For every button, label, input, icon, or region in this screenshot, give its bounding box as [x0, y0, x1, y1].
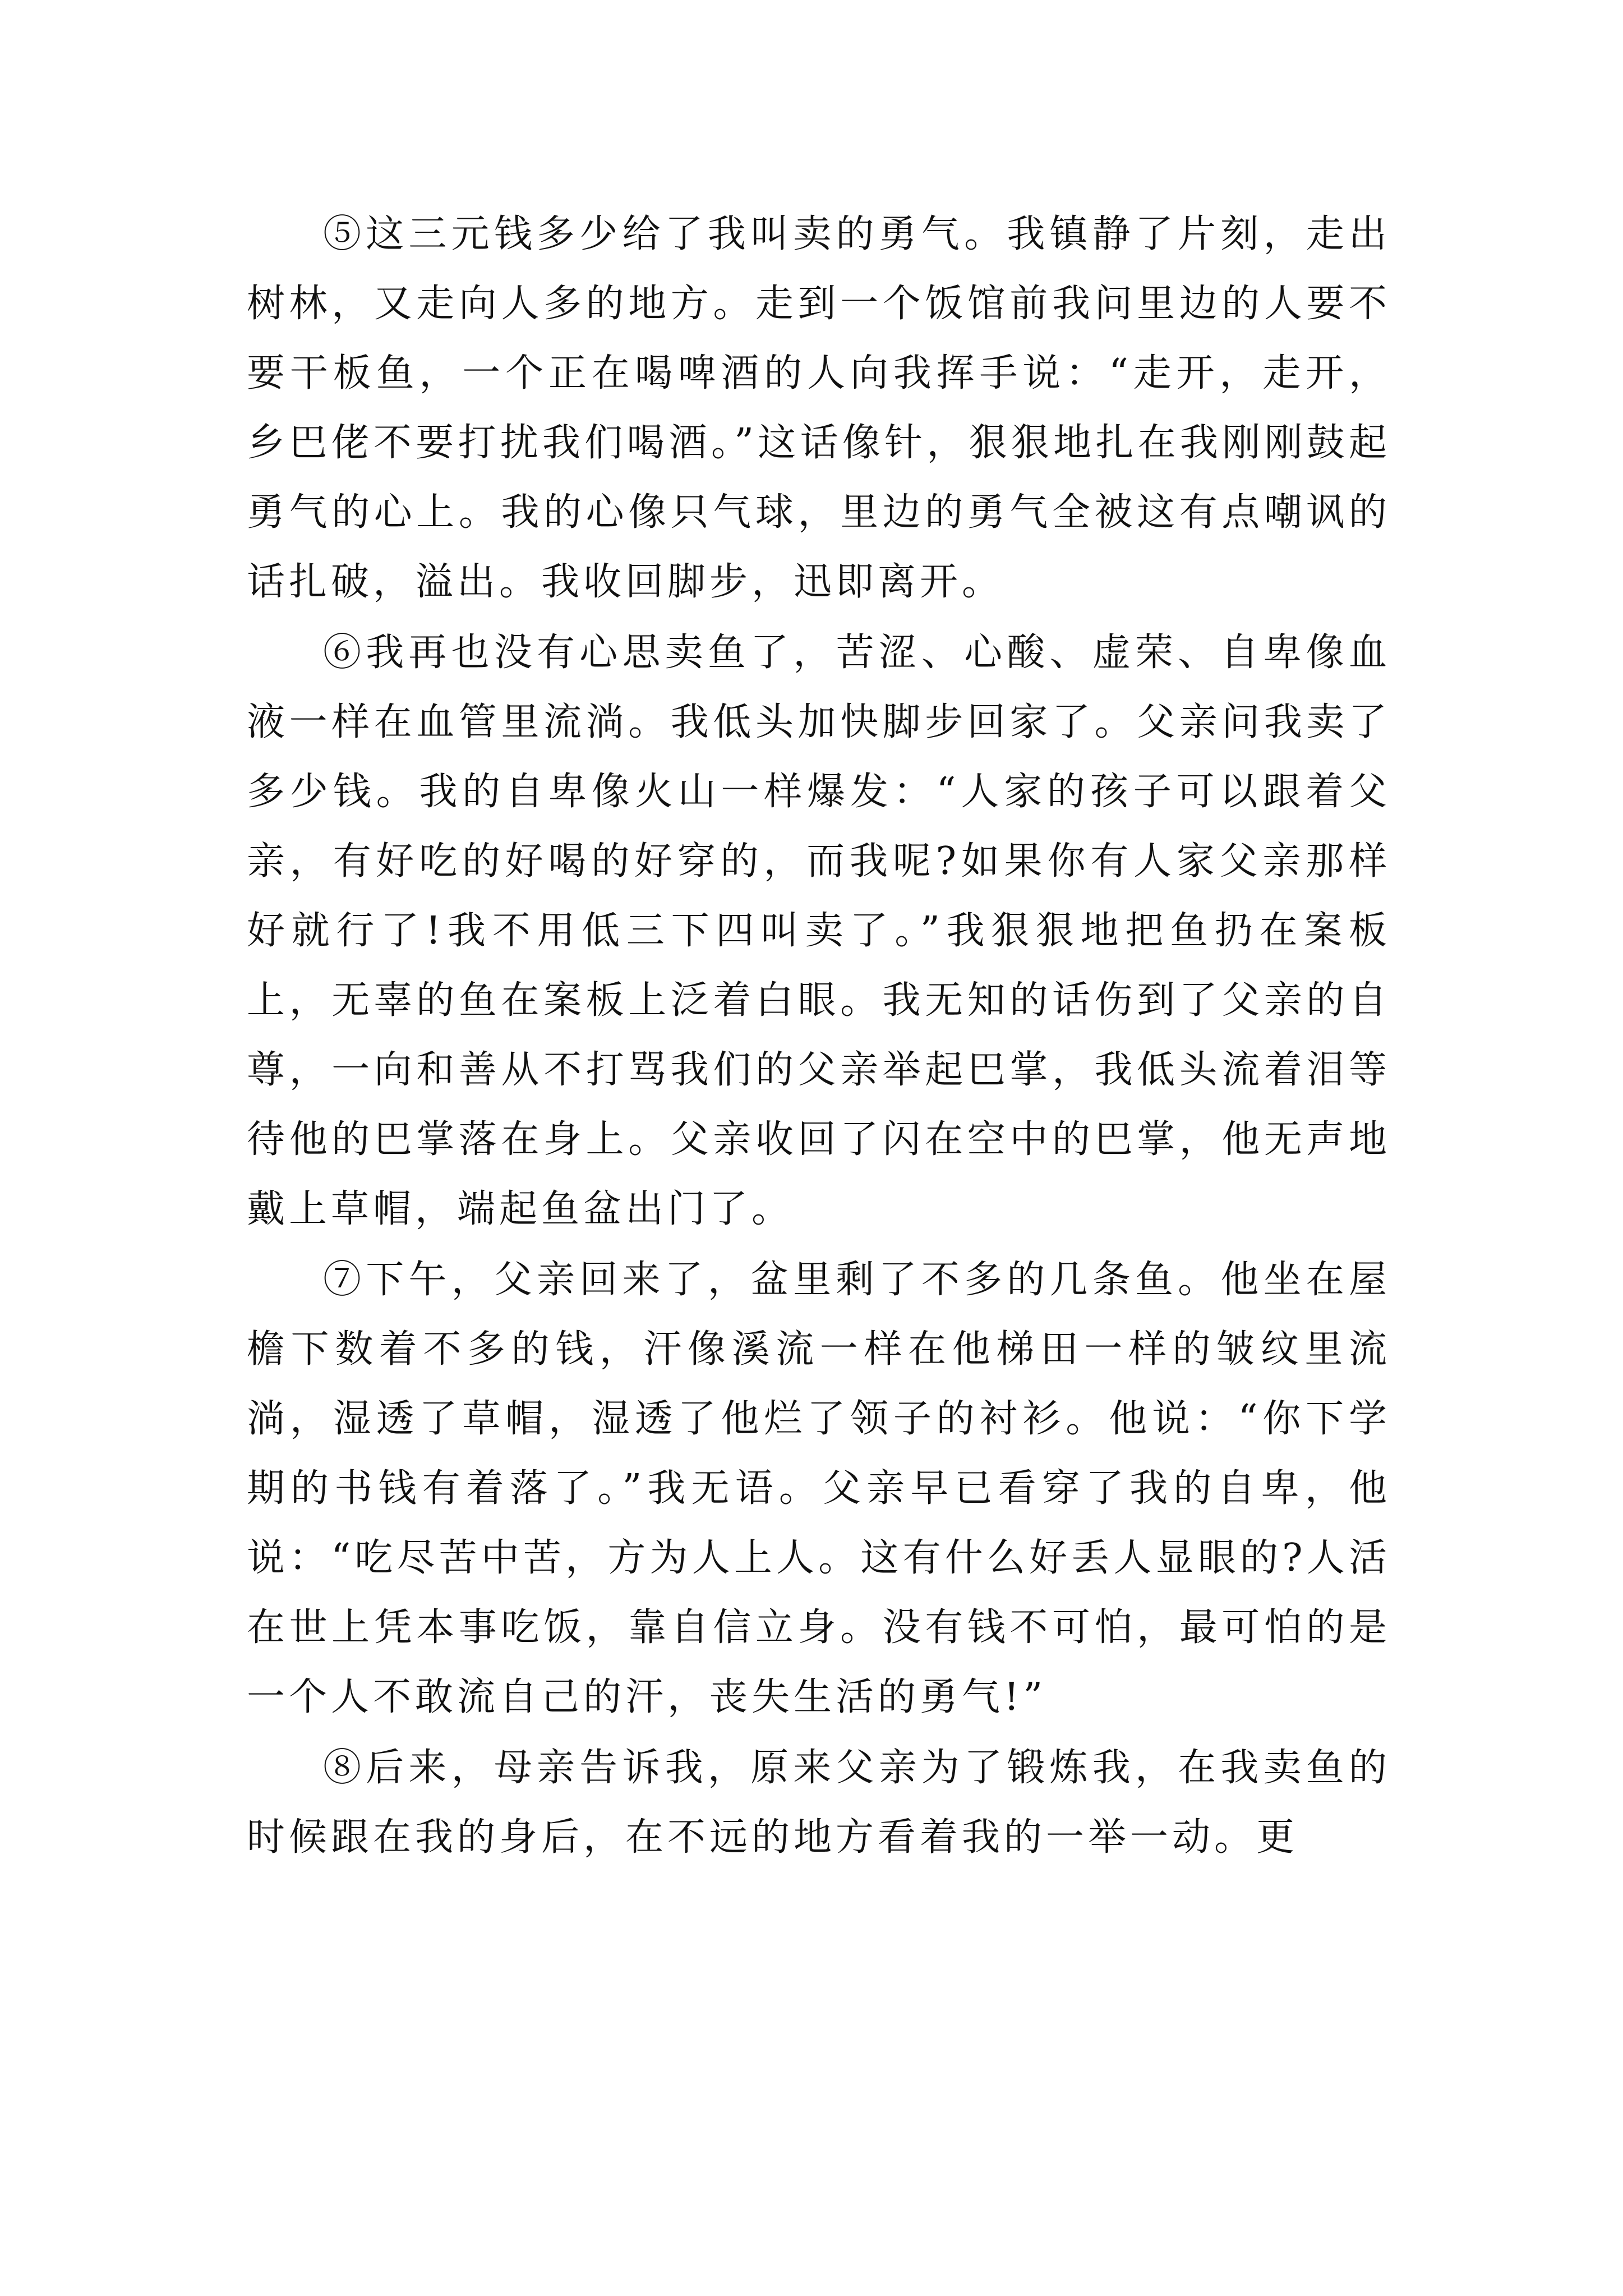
document-body — [247, 200, 1391, 1872]
paragraph-8: ⑧后来，母亲告诉我，原来父亲为了锻炼我，在我卖鱼的时候跟在我的身后，在不远的地方看着我的一举一动。更 — [247, 1746, 1391, 1860]
paragraph-5: ⑤这三元钱多少给了我叫卖的勇气。我镇静了片刻，走出树林，又走向人多的地方。走到一个饭馆前我问里边的人要不要干板鱼，一个正在喝啤酒的人向我挥手说：“走开，走开，乡巴佬不要打扰我们喝酒。”这话像针，狠狠地扎在我刚刚鼓起勇气的心上。我的心像只气球，里边的勇气全被这有点嘲讽的话扎破，溢出。我收回脚步，迅即离开。 — [247, 212, 1391, 604]
paragraph-7: ⑦下午，父亲回来了，盆里剩了不多的几条鱼。他坐在屋檐下数着不多的钱，汗像溪流一样在他梯田一样的皱纹里流淌，湿透了草帽，湿透了他烂了领子的衬衫。他说：“你下学期的书钱有着落了。”我无语。父亲早已看穿了我的自卑，他说：“吃尽苦中苦，方为人上人。这有什么好丢人显眼的?人活在世上凭本事吃饭，靠自信立身。没有钱不可怕，最可怕的是一个人不敢流自己的汗，丧失生活的勇气!” — [247, 1258, 1391, 1719]
paragraph-6: ⑥我再也没有心思卖鱼了，苦涩、心酸、虚荣、自卑像血液一样在血管里流淌。我低头加快脚步回家了。父亲问我卖了多少钱。我的自卑像火山一样爆发：“人家的孩子可以跟着父亲，有好吃的好喝的好穿的，而我呢?如果你有人家父亲那样好就行了!我不用低三下四叫卖了。”我狠狠地把鱼扔在案板上，无辜的鱼在案板上泛着白眼。我无知的话伤到了父亲的自尊，一向和善从不打骂我们的父亲举起巴掌，我低头流着泪等待他的巴掌落在身上。父亲收回了闪在空中的巴掌，他无声地戴上草帽，端起鱼盆出门了。 — [247, 631, 1391, 1231]
